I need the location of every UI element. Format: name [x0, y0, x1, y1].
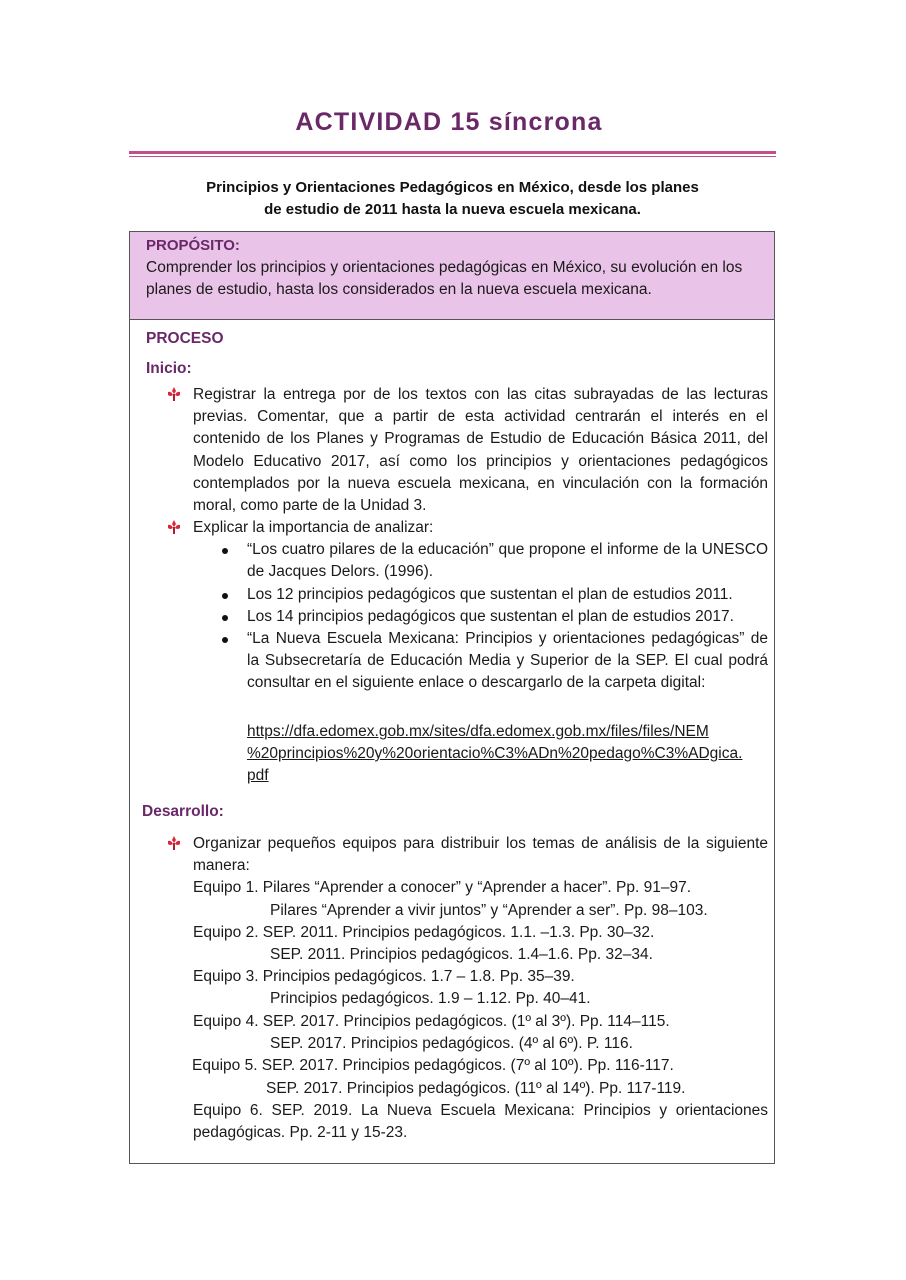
- bullet-pilares: “Los cuatro pilares de la educación” que propone el informe de la UNESCO de Jacques Delors. (1996).: [247, 541, 768, 581]
- fleur-bullet-icon: [166, 835, 182, 851]
- subtitle-line-1: Principios y Orientaciones Pedagógicos en México, desde los planes: [206, 179, 699, 196]
- bullet-dot: [222, 615, 228, 621]
- nem-link-line-1[interactable]: https://dfa.edomex.gob.mx/sites/dfa.edomex.gob.mx/files/files/NEM: [247, 723, 709, 740]
- subtitle: [129, 177, 776, 221]
- bullet-nem: “La Nueva Escuela Mexicana: Principios y orientaciones pedagógicas” de la Subsecretaría de Educación Media y Superior de la SEP. El cual podrá consultar en el siguiente enlace o descargarlo de la carpeta digital:: [247, 630, 768, 692]
- purpose-text: Comprender los principios y orientaciones pedagógicas en México, su evolución en los planes de estudio, hasta los considerados en la nueva escuela mexicana.: [146, 259, 743, 298]
- nem-link-line-2[interactable]: %20principios%20y%20orientacio%C3%ADn%20pedago%C3%ADgica.: [247, 745, 743, 762]
- desarrollo-heading: Desarrollo:: [142, 803, 224, 820]
- equipo-1-line-2: Pilares “Aprender a vivir juntos” y “Aprender a ser”. Pp. 98–103.: [270, 902, 708, 919]
- equipo-5-line-1: Equipo 5. SEP. 2017. Principios pedagógicos. (7º al 10º). Pp. 116-117.: [192, 1057, 674, 1074]
- bullet-dot: [222, 593, 228, 599]
- equipo-4-line-1: Equipo 4. SEP. 2017. Principios pedagógicos. (1º al 3º). Pp. 114–115.: [193, 1013, 670, 1030]
- process-heading: PROCESO: [146, 330, 224, 347]
- title-rule-thin: [129, 156, 776, 157]
- fleur-bullet-icon: [166, 386, 182, 402]
- equipo-2-line-2: SEP. 2011. Principios pedagógicos. 1.4–1.6. Pp. 32–34.: [270, 946, 653, 963]
- equipo-2-line-1: Equipo 2. SEP. 2011. Principios pedagógicos. 1.1. –1.3. Pp. 30–32.: [193, 924, 655, 941]
- purpose-section: [130, 232, 774, 320]
- nem-link-line-3[interactable]: pdf: [247, 767, 269, 784]
- inicio-heading: Inicio:: [146, 360, 192, 377]
- equipo-3-line-1: Equipo 3. Principios pedagógicos. 1.7 – 1.8. Pp. 35–39.: [193, 968, 575, 985]
- fleur-bullet-icon: [166, 519, 182, 535]
- desarrollo-item-1: Organizar pequeños equipos para distribuir los temas de análisis de la siguiente manera:: [193, 835, 768, 875]
- equipo-4-line-2: SEP. 2017. Principios pedagógicos. (4º al 6º). P. 116.: [270, 1035, 633, 1052]
- purpose-label: PROPÓSITO:: [146, 237, 240, 254]
- bullet-dot: [222, 548, 228, 554]
- equipo-5-line-2: SEP. 2017. Principios pedagógicos. (11º al 14º). Pp. 117-119.: [266, 1080, 686, 1097]
- title-rule-thick: [129, 151, 776, 154]
- bullet-principios-2011: Los 12 principios pedagógicos que sustentan el plan de estudios 2011.: [247, 586, 733, 603]
- activity-box: [129, 231, 775, 1164]
- inicio-item-2: Explicar la importancia de analizar:: [193, 519, 434, 536]
- equipo-6: Equipo 6. SEP. 2019. La Nueva Escuela Mexicana: Principios y orientaciones pedagógicas. Pp. 2-11 y 15-23.: [193, 1102, 768, 1142]
- bullet-dot: [222, 637, 228, 643]
- page-title: ACTIVIDAD 15 síncrona: [295, 108, 603, 136]
- bullet-principios-2017: Los 14 principios pedagógicos que sustentan el plan de estudios 2017.: [247, 608, 734, 625]
- equipo-3-line-2: Principios pedagógicos. 1.9 – 1.12. Pp. 40–41.: [270, 990, 591, 1007]
- subtitle-line-2: de estudio de 2011 hasta la nueva escuela mexicana.: [264, 201, 641, 218]
- equipo-1-line-1: Equipo 1. Pilares “Aprender a conocer” y “Aprender a hacer”. Pp. 91–97.: [193, 879, 691, 896]
- inicio-item-1: Registrar la entrega por de los textos con las citas subrayadas de las lecturas previas. Comentar, que a partir de esta actividad centrarán el interés en el contenido de los Planes y Programas de Estudio de Educación Básica 2011, del Modelo Educativo 2017, así como los principios y orientaciones pedagógicos contemplados por la nueva escuela mexicana, en vinculación con la formación moral, como parte de la Unidad 3.: [193, 386, 768, 515]
